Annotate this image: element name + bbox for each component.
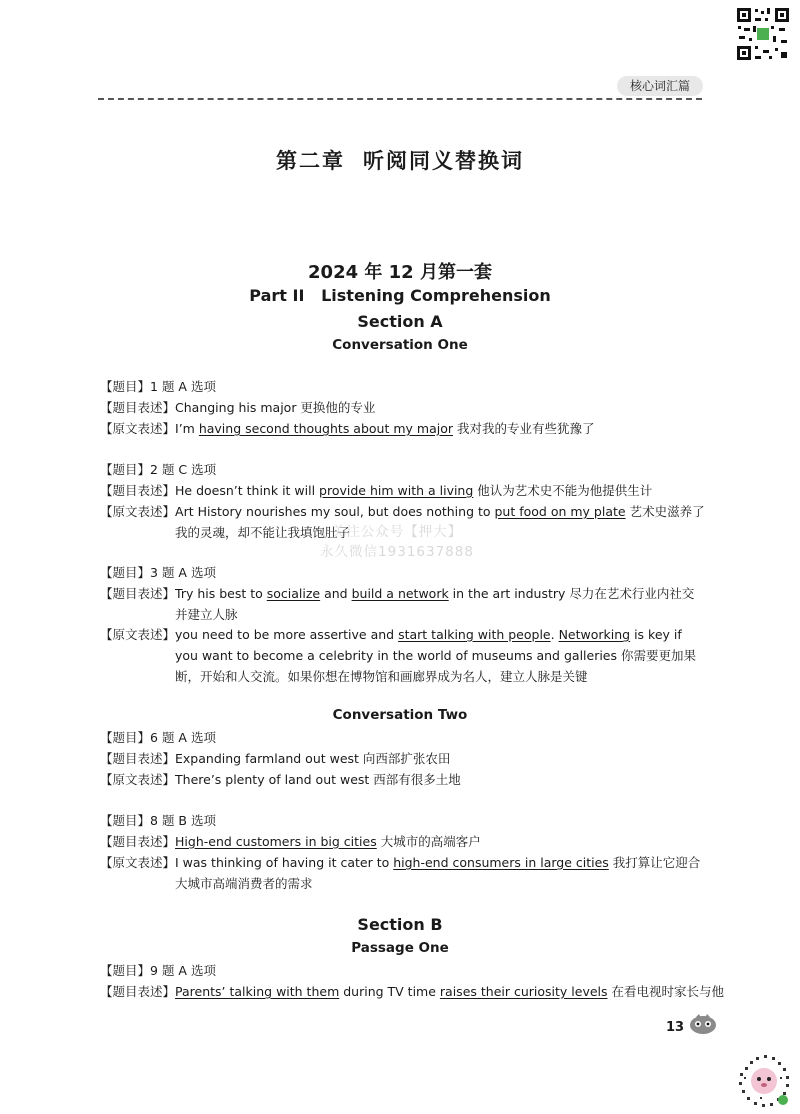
question-ref: 6 题 A 选项 bbox=[150, 730, 216, 745]
conversation-one-title: Conversation One bbox=[332, 337, 468, 353]
entry-question-statement bbox=[100, 397, 706, 418]
question-statement-text: High-end customers in big cities 大城市的高端客户 bbox=[175, 834, 481, 849]
original-statement-text: There’s plenty of land out west 西部有很多土地 bbox=[175, 772, 461, 787]
original-statement-label: 【原文表述】 bbox=[100, 504, 176, 519]
entry-original-statement bbox=[100, 769, 706, 790]
question-statement-text: Expanding farmland out west 向西部扩张农田 bbox=[175, 751, 451, 766]
chapter-title bbox=[0, 145, 800, 175]
question-ref: 1 题 A 选项 bbox=[150, 379, 216, 394]
qr-code-icon bbox=[736, 1053, 792, 1109]
question-label: 【题目】 bbox=[100, 462, 151, 477]
underlined-phrase: having second thoughts about my major bbox=[198, 421, 453, 436]
question-label: 【题目】 bbox=[100, 730, 151, 745]
underlined-phrase: High-end customers in big cities bbox=[175, 834, 377, 849]
original-statement-text: Art History nourishes my soul, but does nothing to put food on my plate 艺术史滋养了我的灵魂，却不能让我填饱肚子 bbox=[175, 504, 705, 540]
question-label: 【题目】 bbox=[100, 813, 151, 828]
question-statement-label: 【题目表述】 bbox=[100, 984, 176, 999]
original-statement-label: 【原文表述】 bbox=[100, 421, 176, 436]
exam-title: 2024 年 12 月第一套 bbox=[308, 262, 492, 283]
question-ref: 9 题 A 选项 bbox=[150, 963, 216, 978]
section-tag: 核心词汇篇 bbox=[617, 76, 703, 96]
watermark-line: 关注公众号【押大】 bbox=[331, 524, 463, 540]
section-b-title: Section B bbox=[357, 915, 443, 934]
entry-original-statement bbox=[100, 418, 706, 439]
part-title: Part II Listening Comprehension bbox=[249, 286, 551, 305]
qr-code-icon bbox=[735, 6, 791, 62]
entry-question-statement bbox=[100, 981, 724, 1002]
question-ref: 3 题 A 选项 bbox=[150, 565, 216, 580]
underlined-phrase: put food on my plate bbox=[494, 504, 626, 519]
watermark-line: 永久微信1931637888 bbox=[320, 544, 474, 560]
entry-original-statement bbox=[100, 624, 706, 687]
underlined-phrase: high-end consumers in large cities bbox=[393, 855, 609, 870]
question-statement-label: 【题目表述】 bbox=[100, 483, 176, 498]
entry-question bbox=[100, 727, 706, 748]
question-label: 【题目】 bbox=[100, 379, 151, 394]
entry-question bbox=[100, 562, 706, 583]
question-statement-label: 【题目表述】 bbox=[100, 586, 176, 601]
entry-question bbox=[100, 459, 706, 480]
underlined-phrase: raises their curiosity levels bbox=[439, 984, 608, 999]
watermark bbox=[287, 522, 507, 562]
question-statement-label: 【题目表述】 bbox=[100, 751, 176, 766]
entry-question-statement bbox=[100, 480, 706, 501]
underlined-phrase: Parents’ talking with them bbox=[175, 984, 340, 999]
header-divider bbox=[98, 98, 702, 100]
entry-question-statement bbox=[100, 583, 706, 625]
underlined-phrase: start talking with people bbox=[398, 627, 551, 642]
entry-question bbox=[100, 810, 706, 831]
entry-question bbox=[100, 376, 706, 397]
question-ref: 2 题 C 选项 bbox=[150, 462, 217, 477]
question-statement-label: 【题目表述】 bbox=[100, 834, 176, 849]
original-statement-text: I’m having second thoughts about my major 我对我的专业有些犹豫了 bbox=[175, 421, 595, 436]
page-number: 13 bbox=[666, 1020, 685, 1035]
question-statement-text: Try his best to socialize and build a network in the art industry 尽力在艺术行业内社交并建立人脉 bbox=[175, 586, 695, 622]
original-statement-label: 【原文表述】 bbox=[100, 772, 176, 787]
original-statement-text: I was thinking of having it cater to high-end consumers in large cities 我打算让它迎合大城市高端消费者的需求 bbox=[175, 855, 701, 891]
entry-original-statement bbox=[100, 852, 706, 894]
underlined-phrase: socialize bbox=[266, 586, 321, 601]
question-statement-text: Changing his major 更换他的专业 bbox=[175, 400, 376, 415]
section-a-title: Section A bbox=[357, 312, 443, 331]
entry-question-statement bbox=[100, 831, 706, 852]
question-statement-text: He doesn’t think it will provide him with a living 他认为艺术史不能为他提供生计 bbox=[175, 483, 653, 498]
conversation-two-title: Conversation Two bbox=[332, 707, 468, 723]
question-statement-label: 【题目表述】 bbox=[100, 400, 176, 415]
underlined-phrase: Networking bbox=[558, 627, 631, 642]
question-label: 【题目】 bbox=[100, 565, 151, 580]
underlined-phrase: build a network bbox=[351, 586, 449, 601]
question-statement-text: Parents’ talking with them during TV time raises their curiosity levels 在看电视时家长与他 bbox=[175, 984, 724, 999]
original-statement-label: 【原文表述】 bbox=[100, 855, 176, 870]
question-label: 【题目】 bbox=[100, 963, 151, 978]
chapter-name: 听阅同义替换词 bbox=[363, 149, 524, 173]
original-statement-label: 【原文表述】 bbox=[100, 627, 176, 642]
underlined-phrase: provide him with a living bbox=[319, 483, 474, 498]
passage-one-title: Passage One bbox=[351, 940, 449, 956]
original-statement-text: you need to be more assertive and start talking with people. Networking is key if you want to become a celebrity in the world of museums and galleries 你需要更加果断，开始和人交流。如果你想在博物馆和画廊界成为名人，建立人脉是关键 bbox=[175, 627, 696, 684]
mascot-icon bbox=[688, 1013, 718, 1035]
entry-question bbox=[100, 960, 706, 981]
question-ref: 8 题 B 选项 bbox=[150, 813, 216, 828]
entry-question-statement bbox=[100, 748, 706, 769]
chapter-number: 第二章 bbox=[276, 149, 345, 173]
